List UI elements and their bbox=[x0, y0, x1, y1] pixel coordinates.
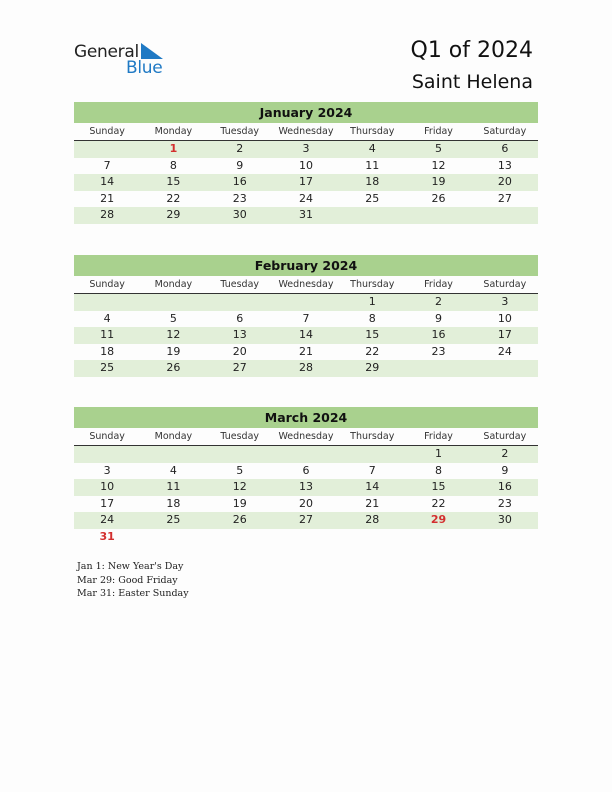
holiday-note: Jan 1: New Year's Day bbox=[77, 561, 184, 572]
day-cell: 21 bbox=[365, 496, 380, 510]
day-cell bbox=[405, 207, 471, 224]
day-cell: 1 bbox=[169, 142, 178, 155]
day-cell: 12 bbox=[232, 480, 247, 493]
holiday-note: Mar 31: Easter Sunday bbox=[77, 588, 189, 599]
day-cell: 18 bbox=[365, 175, 380, 188]
week-row bbox=[74, 512, 538, 529]
day-cell: 29 bbox=[166, 208, 181, 221]
day-cell bbox=[140, 529, 206, 546]
weekday-label: Saturday bbox=[483, 279, 527, 290]
day-cell: 12 bbox=[166, 328, 181, 341]
day-cell: 6 bbox=[236, 311, 244, 325]
day-cell: 20 bbox=[497, 175, 512, 188]
day-cell bbox=[339, 207, 405, 224]
week-row bbox=[74, 463, 538, 480]
day-cell: 17 bbox=[100, 496, 115, 510]
day-cell: 16 bbox=[431, 328, 446, 341]
day-cell: 10 bbox=[100, 480, 115, 493]
day-cell: 21 bbox=[100, 191, 115, 205]
weekday-header-row bbox=[74, 276, 538, 294]
weekday-label: Wednesday bbox=[278, 126, 334, 137]
day-cell: 16 bbox=[497, 480, 512, 493]
month-header: January 2024 bbox=[74, 102, 538, 123]
week-row bbox=[74, 479, 538, 496]
day-cell: 14 bbox=[100, 175, 115, 188]
day-cell: 9 bbox=[236, 158, 244, 172]
month-calendar bbox=[74, 102, 538, 224]
day-cell: 6 bbox=[501, 142, 509, 155]
weekday-label: Monday bbox=[154, 279, 193, 290]
day-cell: 22 bbox=[431, 496, 446, 510]
day-cell: 11 bbox=[365, 158, 380, 172]
week-row bbox=[74, 496, 538, 513]
day-cell: 19 bbox=[232, 496, 247, 510]
day-cell: 7 bbox=[368, 463, 376, 477]
day-cell bbox=[405, 529, 471, 546]
day-cell: 23 bbox=[431, 344, 446, 358]
week-row bbox=[74, 327, 538, 344]
day-cell bbox=[140, 446, 206, 463]
weekday-label: Friday bbox=[424, 126, 453, 137]
day-cell: 9 bbox=[501, 463, 509, 477]
day-cell: 3 bbox=[501, 295, 509, 308]
week-row bbox=[74, 191, 538, 208]
weekday-label: Wednesday bbox=[278, 431, 334, 442]
day-cell: 29 bbox=[430, 513, 447, 526]
weekday-header-row bbox=[74, 123, 538, 141]
week-row bbox=[74, 174, 538, 191]
day-cell: 10 bbox=[298, 158, 313, 172]
month-calendar bbox=[74, 407, 538, 545]
week-row bbox=[74, 360, 538, 377]
week-row bbox=[74, 158, 538, 175]
day-cell bbox=[472, 207, 538, 224]
weekday-label: Friday bbox=[424, 431, 453, 442]
day-cell: 15 bbox=[431, 480, 446, 493]
day-cell: 24 bbox=[298, 191, 313, 205]
day-cell: 5 bbox=[236, 463, 244, 477]
weekday-label: Friday bbox=[424, 279, 453, 290]
day-cell: 11 bbox=[100, 328, 115, 341]
day-cell: 7 bbox=[302, 311, 310, 325]
day-cell: 4 bbox=[169, 463, 177, 477]
day-cell: 17 bbox=[298, 175, 313, 188]
generalblue-logo bbox=[74, 42, 174, 78]
week-row bbox=[74, 141, 538, 158]
day-cell: 5 bbox=[435, 142, 443, 155]
week-row bbox=[74, 311, 538, 328]
weekday-header-row bbox=[74, 428, 538, 446]
day-cell: 22 bbox=[166, 191, 181, 205]
day-cell: 15 bbox=[166, 175, 181, 188]
day-cell: 26 bbox=[232, 513, 247, 526]
day-cell: 20 bbox=[298, 496, 313, 510]
weekday-label: Monday bbox=[154, 431, 193, 442]
day-cell: 13 bbox=[298, 480, 313, 493]
day-cell bbox=[472, 529, 538, 546]
day-cell: 25 bbox=[166, 513, 181, 526]
day-cell: 18 bbox=[100, 344, 115, 358]
weekday-label: Wednesday bbox=[278, 279, 334, 290]
logo-general-text: General bbox=[74, 42, 139, 62]
day-cell bbox=[74, 294, 140, 311]
day-cell: 31 bbox=[99, 529, 115, 543]
day-cell: 18 bbox=[166, 496, 181, 510]
day-cell: 22 bbox=[365, 344, 380, 358]
day-cell: 6 bbox=[302, 463, 310, 477]
day-cell: 28 bbox=[100, 208, 115, 221]
day-cell bbox=[207, 529, 273, 546]
day-cell: 11 bbox=[166, 480, 181, 493]
day-cell bbox=[273, 446, 339, 463]
day-cell: 8 bbox=[368, 311, 376, 325]
day-cell: 8 bbox=[435, 463, 443, 477]
holiday-notes bbox=[77, 560, 189, 601]
day-cell: 23 bbox=[232, 191, 247, 205]
day-cell: 4 bbox=[103, 311, 111, 325]
page-subtitle: Saint Helena bbox=[411, 71, 533, 93]
day-cell: 25 bbox=[365, 191, 380, 205]
day-cell bbox=[207, 294, 273, 311]
day-cell bbox=[140, 294, 206, 311]
weekday-label: Saturday bbox=[483, 126, 527, 137]
day-cell: 7 bbox=[103, 158, 111, 172]
day-cell: 28 bbox=[365, 513, 380, 526]
weekday-label: Saturday bbox=[483, 431, 527, 442]
day-cell: 13 bbox=[232, 328, 247, 341]
day-cell: 14 bbox=[298, 328, 313, 341]
day-cell bbox=[273, 529, 339, 546]
day-cell: 24 bbox=[100, 513, 115, 526]
day-cell: 27 bbox=[497, 191, 512, 205]
weekday-label: Sunday bbox=[89, 279, 125, 290]
day-cell: 3 bbox=[103, 463, 111, 477]
month-header: February 2024 bbox=[74, 255, 538, 276]
day-cell: 1 bbox=[435, 447, 443, 460]
day-cell: 31 bbox=[298, 208, 313, 221]
day-cell: 27 bbox=[232, 361, 247, 374]
day-cell: 21 bbox=[298, 344, 313, 358]
day-cell: 2 bbox=[236, 142, 244, 155]
day-cell bbox=[472, 360, 538, 377]
weekday-label: Sunday bbox=[89, 431, 125, 442]
week-row bbox=[74, 529, 538, 546]
day-cell bbox=[74, 446, 140, 463]
day-cell: 1 bbox=[368, 295, 376, 308]
day-cell: 13 bbox=[497, 158, 512, 172]
weekday-label: Tuesday bbox=[220, 126, 260, 137]
weekday-label: Sunday bbox=[89, 126, 125, 137]
logo-blue-text: Blue bbox=[126, 58, 163, 78]
day-cell: 4 bbox=[368, 142, 376, 155]
week-row bbox=[74, 446, 538, 463]
day-cell: 16 bbox=[232, 175, 247, 188]
weekday-label: Tuesday bbox=[220, 279, 260, 290]
day-cell bbox=[207, 446, 273, 463]
week-row bbox=[74, 344, 538, 361]
day-cell: 19 bbox=[431, 175, 446, 188]
day-cell: 3 bbox=[302, 142, 310, 155]
day-cell: 26 bbox=[166, 361, 181, 374]
holiday-note: Mar 29: Good Friday bbox=[77, 574, 178, 586]
day-cell: 28 bbox=[298, 361, 313, 374]
day-cell: 12 bbox=[431, 158, 446, 172]
day-cell: 20 bbox=[232, 344, 247, 358]
day-cell: 30 bbox=[232, 208, 247, 221]
day-cell: 15 bbox=[365, 328, 380, 341]
week-row bbox=[74, 207, 538, 224]
day-cell: 29 bbox=[365, 361, 380, 374]
day-cell: 25 bbox=[100, 361, 115, 374]
day-cell bbox=[405, 360, 471, 377]
month-header: March 2024 bbox=[74, 407, 538, 428]
day-cell bbox=[273, 294, 339, 311]
day-cell: 10 bbox=[497, 311, 512, 325]
weekday-label: Thursday bbox=[350, 126, 395, 137]
weekday-label: Tuesday bbox=[220, 431, 260, 442]
day-cell bbox=[339, 529, 405, 546]
day-cell: 2 bbox=[501, 447, 509, 460]
day-cell: 27 bbox=[298, 513, 313, 526]
day-cell bbox=[339, 446, 405, 463]
day-cell: 14 bbox=[365, 480, 380, 493]
day-cell: 8 bbox=[169, 158, 177, 172]
day-cell: 19 bbox=[166, 344, 181, 358]
day-cell: 23 bbox=[497, 496, 512, 510]
page-title: Q1 of 2024 bbox=[410, 38, 533, 63]
day-cell: 30 bbox=[497, 513, 512, 526]
day-cell: 17 bbox=[497, 328, 512, 341]
day-cell: 24 bbox=[497, 344, 512, 358]
day-cell bbox=[74, 141, 140, 158]
weekday-label: Thursday bbox=[350, 431, 395, 442]
weekday-label: Monday bbox=[154, 126, 193, 137]
day-cell: 5 bbox=[169, 311, 177, 325]
day-cell: 2 bbox=[435, 295, 443, 308]
week-row bbox=[74, 294, 538, 311]
logo-flag-icon bbox=[141, 43, 163, 59]
weekday-label: Thursday bbox=[350, 279, 395, 290]
month-calendar bbox=[74, 255, 538, 377]
day-cell: 26 bbox=[431, 191, 446, 205]
day-cell: 9 bbox=[435, 311, 443, 325]
